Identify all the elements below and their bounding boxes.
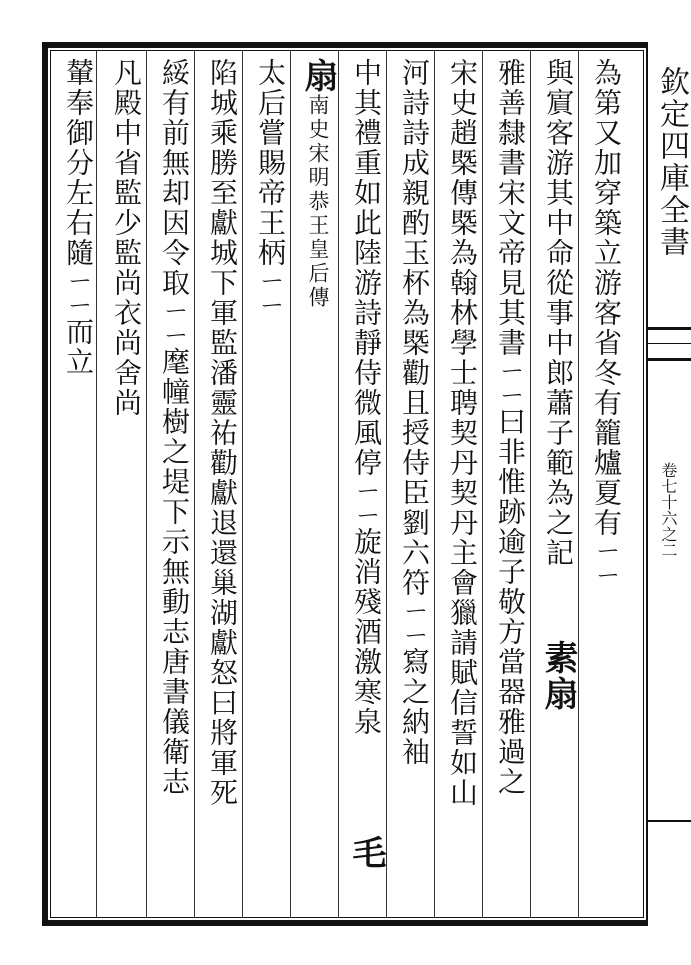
column-rule (434, 50, 435, 918)
text-column-2 (538, 58, 578, 568)
text-column-4: 宋史趙槩傳槩為翰林學士聘契丹契丹主會獵請賦信誓如山 (446, 58, 479, 808)
text-column-9: 陷城乘勝至獻城下軍監潘靈祐勸獻退還巢湖獻怒曰將軍死 (206, 58, 239, 808)
text-column-3: 雅善隸書宋文帝見其書ㄧㄧ曰非惟跡逾子敬方當器雅過之 (494, 58, 527, 797)
book-title: 欽定四庫全書 (654, 66, 689, 258)
column-rule (482, 50, 483, 918)
note-shan: 南史宋明恭王皇后傳 (306, 94, 330, 310)
heading-block (538, 640, 578, 712)
text-column-12: 輦奉御分左右隨ㄧㄧ而立 (62, 58, 95, 377)
margin-tick (648, 820, 691, 822)
column-rule (578, 50, 579, 918)
text-column-8: 太后嘗賜帝王柄ㄧㄧ (254, 58, 287, 317)
heading-block (346, 835, 386, 871)
fold-margin (646, 42, 691, 926)
text-column-5: 河詩詩成親酌玉杯為槩勸且授侍臣劉六符ㄧㄧ寫之納袖 (398, 58, 431, 767)
column-rule (194, 50, 195, 918)
text-column-7 (298, 58, 338, 310)
heading-mao: 毛 (346, 835, 386, 871)
column-text: 與賔客游其中命從事中郎蕭子範為之記 (542, 58, 575, 568)
text-column-1: 為第又加穿築立游客省冬有籠爐夏有ㄧㄧ (590, 58, 623, 587)
volume-number: 卷七十六之二 (659, 462, 678, 558)
heading-su-shan: 素扇 (538, 640, 578, 712)
column-rule (146, 50, 147, 918)
text-column-10: 綏有前無却因令取ㄧㄧ麾幢樹之堤下示無動志唐書儀衛志 (158, 58, 191, 797)
text-column-6 (346, 58, 386, 737)
column-rule (290, 50, 291, 918)
fish-tail-mark (648, 327, 691, 361)
column-rule (386, 50, 387, 918)
text-column-11: 凡殿中省監少監尚衣尚舍尚 (110, 58, 143, 418)
heading-shan: 扇 (298, 58, 338, 94)
column-rule (530, 50, 531, 918)
column-rule (242, 50, 243, 918)
column-rule (338, 50, 339, 918)
column-text: 中其禮重如此陸游詩靜侍微風停ㄧㄧ旋消殘酒激寒泉 (350, 58, 383, 737)
